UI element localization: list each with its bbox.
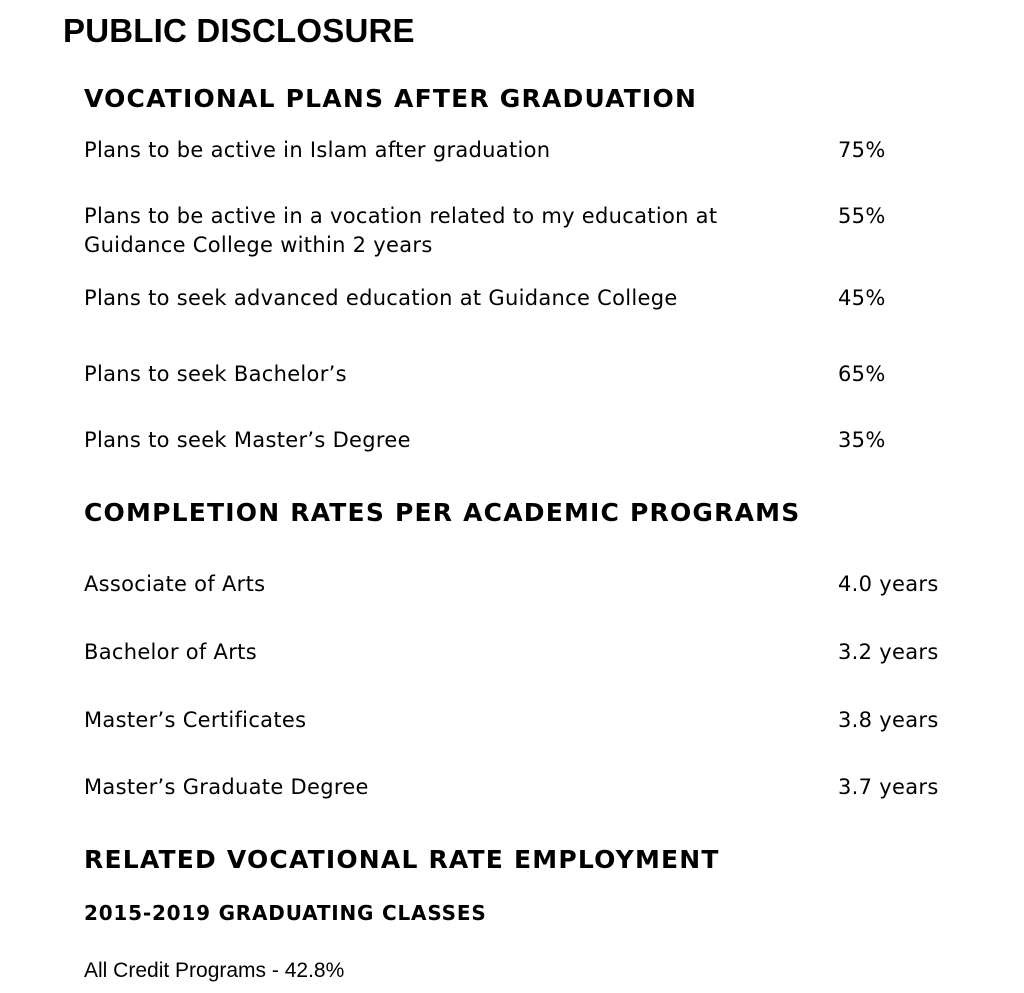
plan-row-label: Plans to seek advanced education at Guidance College	[84, 286, 678, 310]
program-row-label: Master’s Graduate Degree	[84, 775, 369, 799]
vocational-plans-heading: VOCATIONAL PLANS AFTER GRADUATION	[84, 84, 698, 113]
credit-programs-note: All Credit Programs - 42.8%	[84, 959, 345, 982]
plan-row-value: 55%	[838, 204, 886, 228]
completion-rates-heading: COMPLETION RATES PER ACADEMIC PROGRAMS	[84, 498, 801, 527]
plan-row-value: 75%	[838, 138, 886, 162]
graduating-classes-subheading: 2015-2019 GRADUATING CLASSES	[84, 901, 487, 925]
program-row-label: Master’s Certificates	[84, 708, 307, 732]
program-row-value: 3.2 years	[838, 640, 939, 664]
program-row-value: 3.7 years	[838, 775, 939, 799]
plan-row-value: 65%	[838, 362, 886, 386]
plan-row-label: Plans to seek Bachelor’s	[84, 362, 347, 386]
program-row-value: 3.8 years	[838, 708, 939, 732]
plan-row-label: Plans to be active in Islam after graduation	[84, 138, 551, 162]
plan-row-label: Plans to seek Master’s Degree	[84, 428, 411, 452]
plan-row-label: Plans to be active in a vocation related to my education at Guidance College within 2 years	[84, 204, 718, 257]
program-row-label: Bachelor of Arts	[84, 640, 257, 664]
plan-row-value: 45%	[838, 286, 886, 310]
plan-row-value: 35%	[838, 428, 886, 452]
program-row-value: 4.0 years	[838, 572, 939, 596]
employment-heading: RELATED VOCATIONAL RATE EMPLOYMENT	[84, 845, 720, 874]
program-row-label: Associate of Arts	[84, 572, 266, 596]
page-title: PUBLIC DISCLOSURE	[63, 12, 415, 49]
